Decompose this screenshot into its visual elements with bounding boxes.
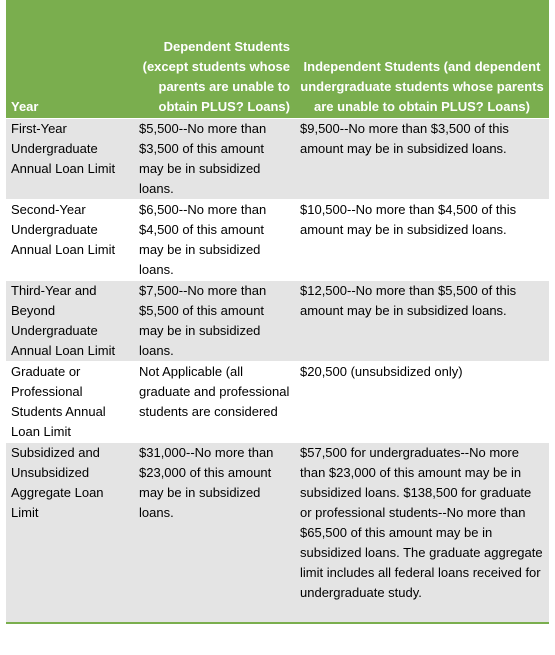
- table-header: [6, 0, 549, 119]
- header-independent-students: Independent Students (and dependent undergraduate students whose parents are unable to obtain PLUS? Loans): [295, 0, 549, 119]
- loan-limits-table: [6, 0, 549, 624]
- cell-year: First-Year Undergraduate Annual Loan Limit: [6, 119, 134, 200]
- header-year: Year: [6, 0, 134, 119]
- table-row: [6, 200, 549, 281]
- cell-year: Second-Year Undergraduate Annual Loan Limit: [6, 200, 134, 281]
- cell-year: Third-Year and Beyond Undergraduate Annual Loan Limit: [6, 281, 134, 362]
- cell-independent: $10,500--No more than $4,500 of this amount may be in subsidized loans.: [295, 200, 549, 281]
- table-body: [6, 119, 549, 623]
- cell-year: Graduate or Professional Students Annual Loan Limit: [6, 362, 134, 443]
- cell-year: Subsidized and Unsubsidized Aggregate Loan Limit: [6, 443, 134, 623]
- cell-independent: $9,500--No more than $3,500 of this amount may be in subsidized loans.: [295, 119, 549, 200]
- header-dependent-students: Dependent Students (except students whose parents are unable to obtain PLUS? Loans): [134, 0, 295, 119]
- table-row: [6, 362, 549, 443]
- cell-independent: $20,500 (unsubsidized only): [295, 362, 549, 443]
- cell-dependent: Not Applicable (all graduate and professional students are considered: [134, 362, 295, 443]
- cell-dependent: $7,500--No more than $5,500 of this amount may be in subsidized loans.: [134, 281, 295, 362]
- table-row: [6, 119, 549, 200]
- header-row: [6, 0, 549, 119]
- cell-independent: $57,500 for undergraduates--No more than $23,000 of this amount may be in subsidized loans. $138,500 for graduate or professional students--No more than $65,500 of this amount may be in subsidized loans. The graduate aggregate limit includes all federal loans received for undergraduate study.: [295, 443, 549, 623]
- cell-dependent: $5,500--No more than $3,500 of this amount may be in subsidized loans.: [134, 119, 295, 200]
- table-row: [6, 281, 549, 362]
- cell-dependent: $6,500--No more than $4,500 of this amount may be in subsidized loans.: [134, 200, 295, 281]
- table-row: [6, 443, 549, 623]
- cell-dependent: $31,000--No more than $23,000 of this amount may be in subsidized loans.: [134, 443, 295, 623]
- cell-independent: $12,500--No more than $5,500 of this amount may be in subsidized loans.: [295, 281, 549, 362]
